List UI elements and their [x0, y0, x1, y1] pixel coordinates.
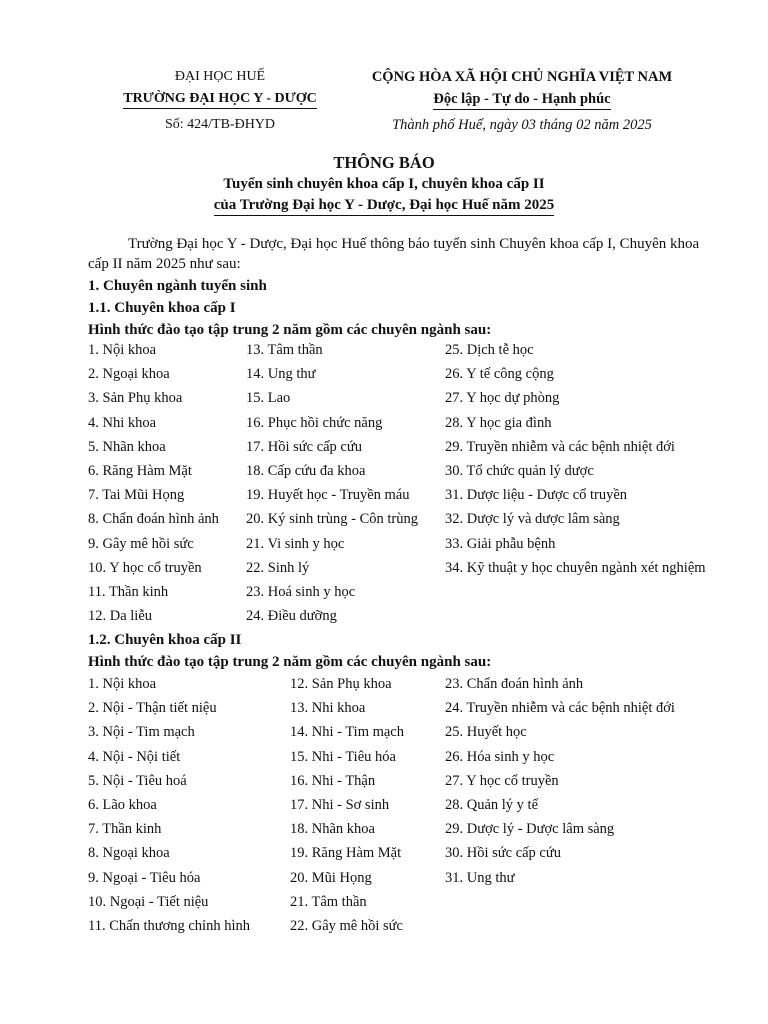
list-item: 21. Vi sinh y học [246, 535, 345, 552]
list-item: 22. Sinh lý [246, 559, 310, 576]
list-item: 34. Kỹ thuật y học chuyên ngành xét nghiệm [445, 559, 706, 576]
list-item: 17. Nhi - Sơ sinh [290, 796, 390, 813]
list-item: 18. Cấp cứu đa khoa [246, 462, 366, 479]
list-item: 1. Nội khoa [88, 676, 157, 692]
list-item: 23. Hoá sinh y học [246, 583, 356, 600]
list-item: 8. Chẩn đoán hình ảnh [88, 511, 219, 528]
list-item: 33. Giải phẫu bệnh [445, 535, 556, 552]
level-1-column-2 [246, 338, 418, 628]
list-item: 14. Nhi - Tim mạch [290, 724, 404, 741]
list-item: 13. Nhi khoa [290, 700, 366, 717]
document-subtitle-line-2: của Trường Đại học Y - Dược, Đại học Huế năm 2025 [214, 196, 554, 216]
list-item: 7. Tai Mũi Họng [88, 487, 185, 504]
parent-organization: ĐẠI HỌC HUẾ [174, 69, 266, 84]
list-item: 10. Y học cổ truyền [88, 559, 202, 576]
list-item: 4. Nội - Nội tiết [88, 748, 181, 765]
level-1-column-1 [88, 338, 219, 628]
list-item: 9. Gây mê hồi sức [88, 535, 194, 552]
motto: Độc lập - Tự do - Hạnh phúc [433, 90, 610, 110]
list-item: 31. Dược liệu - Dược cổ truyền [445, 487, 628, 504]
list-item: 9. Ngoại - Tiêu hóa [88, 869, 201, 886]
list-item: 29. Truyền nhiễm và các bệnh nhiệt đới [445, 438, 675, 455]
list-item: 8. Ngoại khoa [88, 845, 170, 862]
list-item: 16. Nhi - Thận [290, 772, 376, 789]
motto-line [352, 88, 692, 110]
section-heading: 1. Chuyên ngành tuyển sinh [88, 278, 267, 294]
list-item: 20. Mũi Họng [290, 869, 372, 886]
national-header-block [352, 66, 692, 136]
list-item: 19. Răng Hàm Mặt [290, 845, 402, 862]
list-item: 7. Thần kinh [88, 821, 162, 838]
list-item: 24. Điều dưỡng [246, 608, 337, 625]
list-item: 5. Nhãn khoa [88, 438, 166, 455]
list-item: 18. Nhãn khoa [290, 821, 375, 838]
list-item: 2. Nội - Thận tiết niệu [88, 700, 217, 717]
list-item: 15. Nhi - Tiêu hóa [290, 748, 396, 765]
list-item: 6. Răng Hàm Mặt [88, 462, 192, 479]
document-subtitle-line-2-wrap [0, 195, 768, 216]
intro-paragraph: Trường Đại học Y - Dược, Đại học Huế thông báo tuyển sinh Chuyên khoa cấp I, Chuyên khoa cấp II năm 2025 như sau: [88, 236, 700, 272]
training-form-1: Hình thức đào tạo tập trung 2 năm gồm các chuyên ngành sau: [88, 322, 492, 338]
document-title: THÔNG BÁO [333, 153, 435, 172]
list-item: 27. Y học cổ truyền [445, 772, 559, 789]
list-item: 1. Nội khoa [88, 342, 157, 358]
list-item: 12. Da liễu [88, 608, 153, 625]
list-item: 2. Ngoại khoa [88, 366, 170, 383]
list-item: 3. Nội - Tim mạch [88, 724, 195, 741]
list-item: 10. Ngoại - Tiết niệu [88, 893, 209, 910]
document-number: Số: 424/TB-ĐHYD [164, 117, 276, 132]
subsection-heading-1: 1.1. Chuyên khoa cấp I [88, 300, 236, 316]
subsection-heading-2: 1.2. Chuyên khoa cấp II [88, 632, 242, 648]
list-item: 26. Y tế công cộng [445, 366, 554, 383]
issuer-block [84, 66, 356, 136]
training-form-2: Hình thức đào tạo tập trung 2 năm gồm các chuyên ngành sau: [88, 654, 492, 670]
document-subtitle-line-1: Tuyển sinh chuyên khoa cấp I, chuyên khoa cấp II [223, 176, 545, 192]
organization-name-text: TRƯỜNG ĐẠI HỌC Y - DƯỢC [123, 89, 317, 109]
list-item: 16. Phục hồi chức năng [246, 414, 383, 431]
list-item: 12. Sản Phụ khoa [290, 676, 392, 692]
list-item: 32. Dược lý và dược lâm sàng [445, 511, 620, 528]
list-item: 13. Tâm thần [246, 342, 323, 358]
level-2-column-3 [445, 672, 675, 890]
list-item: 4. Nhi khoa [88, 414, 157, 431]
list-item: 15. Lao [246, 390, 291, 407]
list-item: 31. Ung thư [445, 869, 515, 886]
list-item: 23. Chẩn đoán hình ảnh [445, 676, 584, 692]
level-2-column-1 [88, 672, 250, 938]
list-item: 26. Hóa sinh y học [445, 748, 555, 765]
list-item: 25. Dịch tễ học [445, 342, 534, 358]
list-item: 21. Tâm thần [290, 893, 367, 910]
level-1-column-3 [445, 338, 707, 577]
list-item: 11. Thần kinh [88, 583, 169, 600]
list-item: 6. Lão khoa [88, 796, 157, 813]
list-item: 3. Sản Phụ khoa [88, 390, 183, 407]
list-item: 28. Y học gia đình [445, 414, 552, 431]
list-item: 30. Hồi sức cấp cứu [445, 845, 561, 862]
list-item: 5. Nội - Tiêu hoá [88, 772, 187, 789]
list-item: 27. Y học dự phòng [445, 390, 560, 407]
list-item: 24. Truyền nhiễm và các bệnh nhiệt đới [445, 700, 675, 717]
list-item: 20. Ký sinh trùng - Côn trùng [246, 511, 418, 528]
list-item: 11. Chấn thương chỉnh hình [88, 917, 250, 934]
list-item: 17. Hồi sức cấp cứu [246, 438, 362, 455]
organization-name [84, 88, 356, 110]
list-item: 19. Huyết học - Truyền máu [246, 487, 410, 504]
level-2-column-2 [290, 672, 404, 938]
list-item: 30. Tổ chức quản lý dược [445, 462, 594, 479]
list-item: 25. Huyết học [445, 724, 527, 741]
list-item: 28. Quản lý y tế [445, 796, 539, 813]
national-title: CỘNG HÒA XÃ HỘI CHỦ NGHĨA VIỆT NAM [371, 69, 673, 85]
list-item: 22. Gây mê hồi sức [290, 917, 403, 934]
list-item: 29. Dược lý - Dược lâm sàng [445, 821, 615, 838]
title-block [0, 152, 768, 216]
list-item: 14. Ung thư [246, 366, 316, 383]
place-date: Thành phố Huế, ngày 03 tháng 02 năm 2025 [392, 117, 652, 133]
